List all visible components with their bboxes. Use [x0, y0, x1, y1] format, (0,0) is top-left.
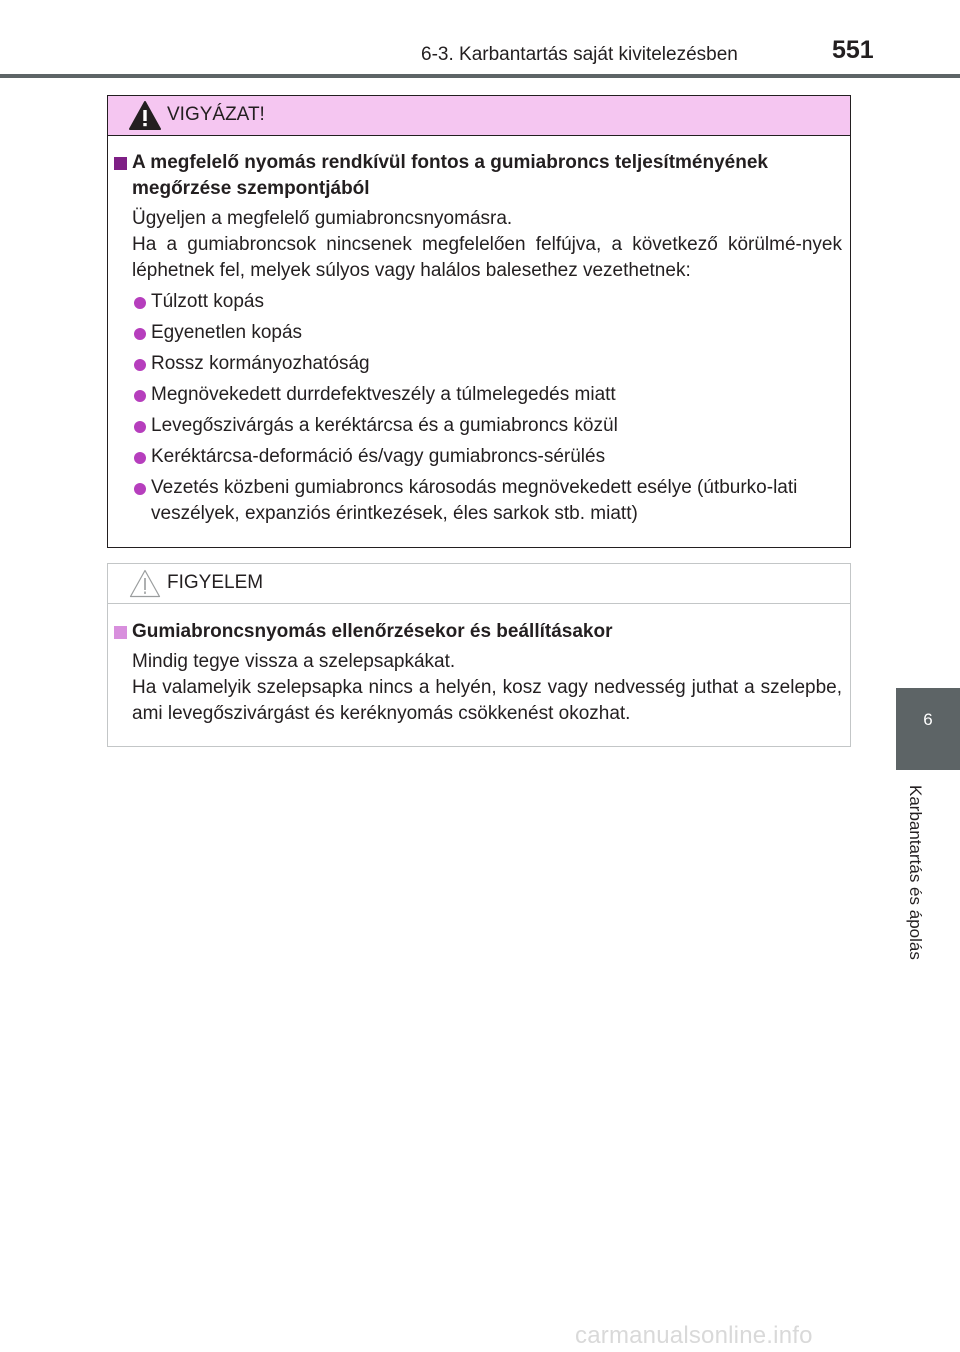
- caution-heading: [114, 150, 842, 202]
- section-square-icon: [114, 157, 127, 170]
- chapter-number: 6: [923, 710, 933, 729]
- watermark: carmanualsonline.info: [575, 1322, 813, 1349]
- notice-heading-text: Gumiabroncsnyomás ellenőrzésekor és beállításakor: [132, 621, 613, 642]
- caution-bullet-list: [114, 289, 842, 527]
- section-square-icon: [114, 626, 127, 639]
- warning-triangle-outline-icon: [128, 568, 162, 599]
- list-item: Vezetés közbeni gumiabroncs károsodás megnövekedett esélye (útburko-lati veszélyek, expanziós érintkezések, éles sarkok stb. miatt): [114, 475, 842, 527]
- notice-title: FIGYELEM: [167, 572, 264, 593]
- list-item: Keréktárcsa-deformáció és/vagy gumiabroncs-sérülés: [114, 444, 842, 470]
- notice-header: [108, 564, 850, 604]
- list-item: Egyenetlen kopás: [114, 320, 842, 346]
- notice-body: [108, 604, 850, 727]
- bullet-dot-icon: [134, 421, 146, 433]
- caution-header: [108, 96, 850, 136]
- bullet-dot-icon: [134, 359, 146, 371]
- bullet-dot-icon: [134, 390, 146, 402]
- bullet-dot-icon: [134, 483, 146, 495]
- caution-intro-line2: Ha a gumiabroncsok nincsenek megfelelően felfújva, a következő körülmé-nyek léphetnek fel, melyek súlyos vagy halálos balesethez vezethetnek:: [132, 234, 842, 281]
- notice-line2: Ha valamelyik szelepsapka nincs a helyén, kosz vagy nedvesség juthat a szelepbe, ami levegőszivárgást és keréknyomás csökkenést okozhat.: [132, 677, 842, 724]
- section-title: 6-3. Karbantartás saját kivitelezésben: [421, 44, 738, 65]
- chapter-label-box: [895, 785, 935, 990]
- notice-box: [107, 563, 851, 747]
- warning-triangle-filled-icon: [128, 100, 162, 131]
- bullet-dot-icon: [134, 328, 146, 340]
- chapter-tab[interactable]: [896, 688, 960, 770]
- caution-body: [108, 136, 850, 527]
- list-item: Túlzott kopás: [114, 289, 842, 315]
- notice-heading: [114, 619, 842, 645]
- notice-text: [114, 649, 842, 727]
- caution-intro-line1: Ügyeljen a megfelelő gumiabroncsnyomásra.: [132, 208, 513, 229]
- caution-heading-text: A megfelelő nyomás rendkívül fontos a gumiabroncs teljesítményének megőrzése szempontjából: [132, 152, 768, 199]
- list-item: Rossz kormányozhatóság: [114, 351, 842, 377]
- bullet-dot-icon: [134, 452, 146, 464]
- notice-line1: Mindig tegye vissza a szelepsapkákat.: [132, 651, 456, 672]
- list-item: Megnövekedett durrdefektveszély a túlmelegedés miatt: [114, 382, 842, 408]
- caution-title: VIGYÁZAT!: [167, 104, 265, 125]
- list-item: Levegőszivárgás a keréktárcsa és a gumiabroncs közül: [114, 413, 842, 439]
- caution-intro: [114, 206, 842, 284]
- bullet-dot-icon: [134, 297, 146, 309]
- page-number: 551: [832, 36, 874, 64]
- caution-box: [107, 95, 851, 548]
- chapter-label: Karbantartás és ápolás: [906, 785, 925, 960]
- header-rule: [0, 74, 960, 78]
